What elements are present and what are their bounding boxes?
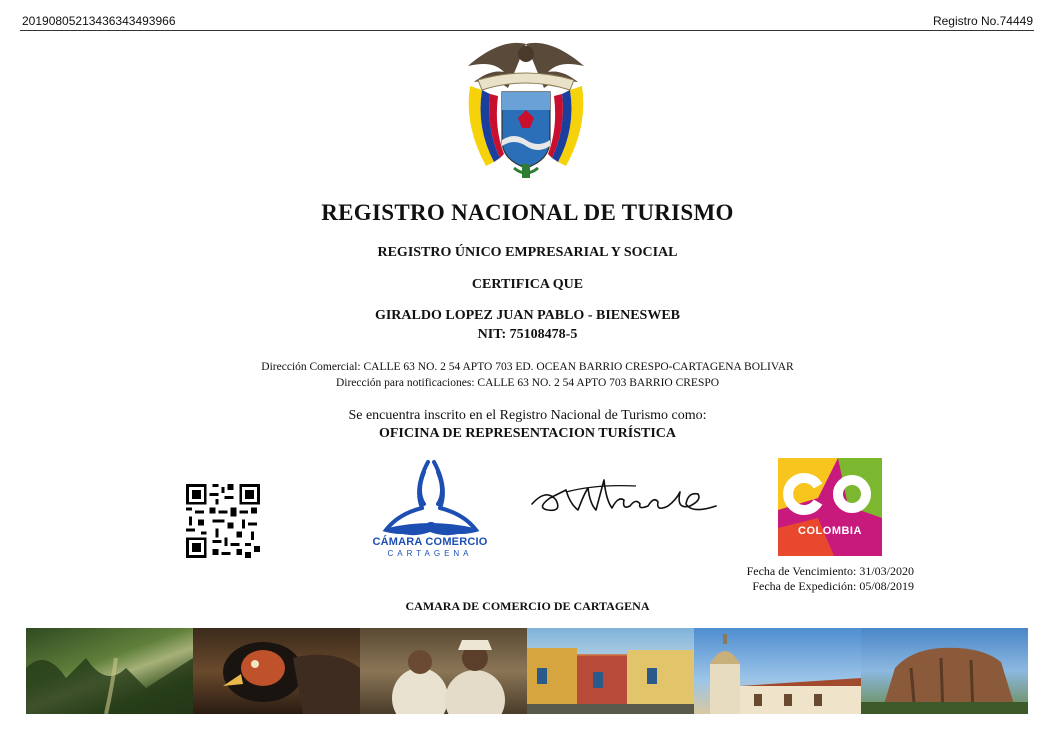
registration-statement: Se encuentra inscrito en el Registro Nacional de Turismo como:: [348, 408, 707, 423]
indigenous-people-photo: [360, 628, 527, 714]
cathedral-photo: [694, 628, 861, 714]
header-divider: [20, 30, 1034, 31]
photo-strip: [26, 628, 1028, 714]
commercial-address: Dirección Comercial: CALLE 63 NO. 2 54 APTO 703 ED. OCEAN BARRIO CRESPO-CARTAGENA BOLIVAR: [261, 361, 794, 373]
company-name: GIRALDO LOPEZ JUAN PABLO - BIENESWEB: [374, 308, 681, 323]
company-nit: NIT: 75108478-5: [477, 327, 578, 342]
condor-photo: [193, 628, 360, 714]
document-title: REGISTRO NACIONAL DE TURISMO: [321, 200, 734, 225]
certifies-heading: CERTIFICA QUE: [471, 277, 584, 292]
jungle-photo: [26, 628, 193, 714]
colombia-brand-logo-icon: [778, 458, 882, 556]
colombia-brand-word: COLOMBIA: [798, 525, 862, 537]
registry-number: Registro No.74449: [932, 14, 1033, 28]
rock-formation-photo: [861, 628, 1028, 714]
colonial-street-photo: [527, 628, 694, 714]
chamber-logo-city: CARTAGENA: [387, 549, 473, 558]
signature-icon: [526, 470, 726, 530]
issuer-name: CAMARA DE COMERCIO DE CARTAGENA: [405, 599, 650, 613]
chamber-logo-name: CÁMARA COMERCIO: [372, 536, 488, 548]
registration-category: OFICINA DE REPRESENTACION TURÍSTICA: [378, 426, 677, 441]
issue-date: Fecha de Expedición: 05/08/2019: [752, 579, 914, 593]
document-subtitle: REGISTRO ÚNICO EMPRESARIAL Y SOCIAL: [377, 245, 678, 260]
document-code: 20190805213436343493966: [22, 14, 176, 28]
coat-of-arms-icon: [456, 36, 596, 182]
expiry-date: Fecha de Vencimiento: 31/03/2020: [746, 564, 914, 578]
notification-address: Dirección para notificaciones: CALLE 63 NO. 2 54 APTO 703 BARRIO CRESPO: [335, 377, 720, 389]
qr-code-icon: [186, 484, 260, 558]
